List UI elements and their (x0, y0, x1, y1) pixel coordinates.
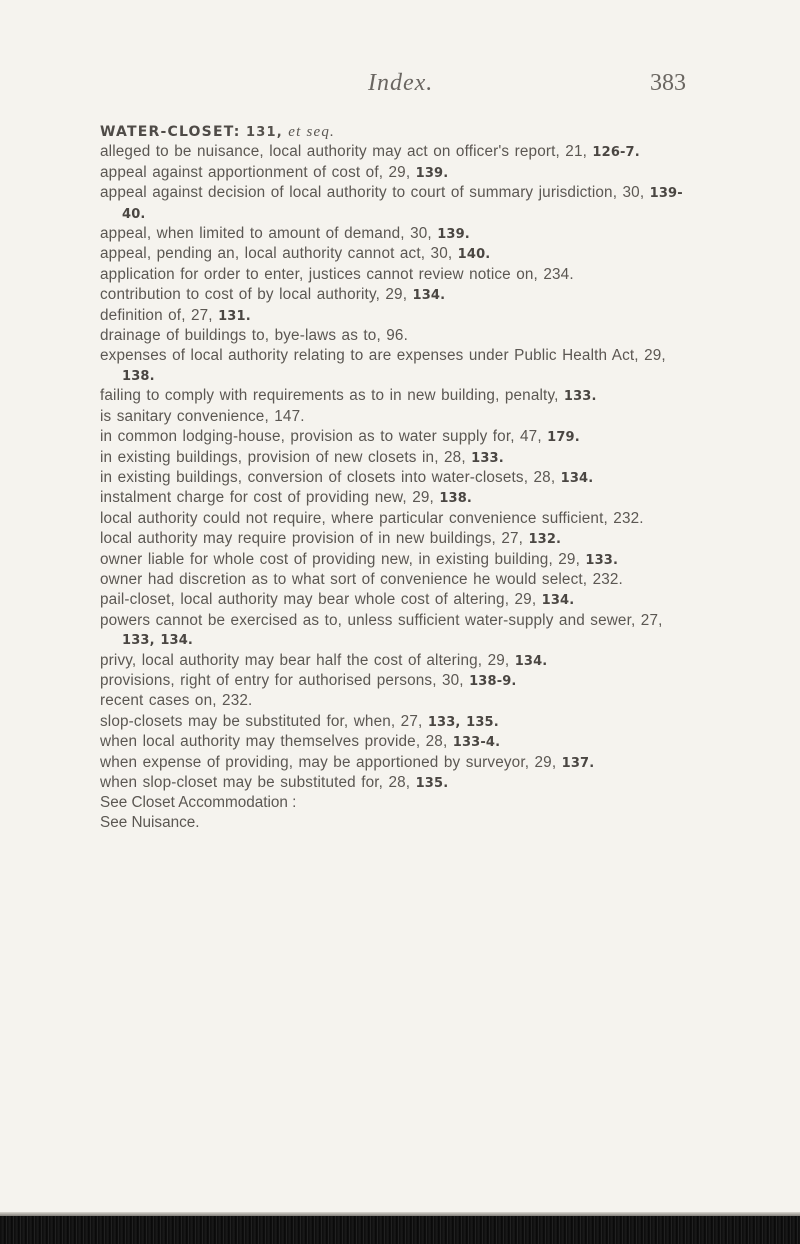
subentry (100, 611, 690, 651)
subentry (100, 163, 690, 183)
subentry (100, 306, 690, 326)
cross-reference: See Closet Accommodation : (100, 794, 297, 812)
subentry-page-ref: 138-9. (469, 673, 517, 689)
subentry (100, 671, 690, 691)
subentry (100, 407, 690, 427)
subentry-page-ref: 140. (457, 247, 491, 263)
subentry-page-ref: 135. (415, 776, 449, 791)
subentry-text: owner liable for whole cost of providing new, in existing building, 29, (100, 550, 586, 568)
subentry-page-ref: 139-40. (122, 186, 683, 222)
subentry-page-ref: 134. (541, 593, 575, 609)
subentry-text: recent cases on, 232. (100, 692, 253, 710)
subentry (100, 142, 690, 162)
subentry-page-ref: 139. (437, 227, 470, 243)
subentry-page-ref: 138. (439, 491, 472, 507)
subentry (100, 773, 690, 793)
subentry (100, 732, 690, 752)
subentry (100, 550, 690, 570)
subentry-page-ref: 133, 135. (427, 714, 499, 730)
subentry-text: in common lodging-house, provision as to water supply for, 47, (100, 428, 548, 446)
subentry-page-ref: 133. (585, 552, 619, 568)
subentry (100, 326, 690, 346)
subentry (100, 488, 690, 508)
subentry-text: appeal against apportionment of cost of, 29, (100, 163, 416, 181)
page-header (0, 70, 800, 110)
subentry (100, 712, 690, 732)
subentry-text: provisions, right of entry for authorised persons, 30, (100, 671, 470, 689)
subentry-text: local authority may require provision of in new buildings, 27, (100, 530, 529, 548)
subentry-page-ref: 139. (415, 165, 449, 181)
subentry-text: failing to comply with requirements as to in new building, penalty, (100, 387, 564, 405)
subentry-page-ref: 126-7. (592, 145, 640, 161)
subentry-text: when local authority may themselves provide, 28, (100, 733, 453, 751)
index-entry (100, 122, 690, 832)
subentry-page-ref: 134. (560, 470, 594, 486)
subentry-page-ref: 133. (563, 389, 597, 405)
subentry-page-ref: 134. (412, 288, 446, 304)
subentry (100, 346, 690, 386)
subentry-text: contribution to cost of by local authority, 29, (100, 286, 413, 304)
running-title: Index. (368, 70, 434, 96)
subentry-page-ref: 131. (218, 308, 251, 324)
subentry-text: owner had discretion as to what sort of convenience he would select, 232. (100, 570, 623, 588)
subentry-text: definition of, 27, (100, 306, 219, 324)
subentry-page-ref: 137. (561, 755, 595, 771)
subentry-page-ref: 179. (547, 430, 580, 446)
subentry (100, 265, 690, 285)
headword-pages: 131, (245, 125, 283, 140)
page-number: 383 (650, 70, 686, 96)
subentry (100, 448, 690, 468)
subentry-text: pail-closet, local authority may bear whole cost of altering, 29, (100, 591, 542, 609)
subentry-text: alleged to be nuisance, local authority may act on officer's report, 21, (100, 143, 593, 161)
subentry-text: when slop-closet may be substituted for, 28, (100, 774, 416, 791)
cross-reference: See Nuisance. (100, 813, 200, 831)
subentry-text: appeal, when limited to amount of demand, 30, (100, 225, 438, 243)
subentry-text: powers cannot be exercised as to, unless sufficient water-supply and sewer, 27, (100, 611, 663, 629)
subentry-text: appeal, pending an, local authority cannot act, 30, (100, 245, 458, 263)
subentry (100, 509, 690, 529)
scan-bottom-band (0, 1216, 800, 1244)
subentry (100, 285, 690, 305)
subentry-text: expenses of local authority relating to are expenses under Public Health Act, 29, (100, 347, 666, 365)
subentry (100, 427, 690, 447)
subentry-text: privy, local authority may bear half the cost of altering, 29, (100, 651, 515, 669)
subentry (100, 691, 690, 711)
subentry (100, 529, 690, 549)
subentry (100, 386, 690, 406)
subentry-text: instalment charge for cost of providing new, 29, (100, 489, 440, 507)
subentry-text: is sanitary convenience, 147. (100, 407, 305, 425)
subentry-text: slop-closets may be substituted for, when, 27, (100, 712, 428, 730)
headword-etseq: et seq. (288, 124, 336, 140)
subentry-list (100, 142, 690, 793)
subentry (100, 651, 690, 671)
headword: WATER-CLOSET: (100, 124, 241, 140)
subentry-text: appeal against decision of local authority to court of summary jurisdiction, 30, (100, 184, 650, 202)
subentry (100, 244, 690, 264)
subentry-page-ref: 134. (514, 653, 548, 669)
subentry-page-ref: 132. (528, 532, 562, 548)
subentry (100, 183, 690, 224)
subentry-text: when expense of providing, may be apportioned by surveyor, 29, (100, 753, 562, 771)
subentry-text: in existing buildings, provision of new closets in, 28, (100, 448, 472, 466)
subentry-text: local authority could not require, where particular convenience sufficient, 232. (100, 509, 644, 527)
subentry (100, 753, 690, 773)
subentry (100, 570, 690, 590)
subentry-page-ref: 133. (471, 450, 504, 466)
subentry-text: drainage of buildings to, bye-laws as to, 96. (100, 327, 408, 345)
subentry (100, 590, 690, 610)
subentry-page-ref: 133, 134. (122, 633, 194, 649)
subentry-text: application for order to enter, justices cannot review notice on, 234. (100, 265, 574, 283)
subentry-page-ref: 133-4. (452, 735, 501, 751)
subentry-page-ref: 138. (122, 368, 155, 384)
subentry (100, 468, 690, 488)
headword-line (100, 122, 690, 142)
subentry (100, 224, 690, 244)
subentry-text: in existing buildings, conversion of closets into water-closets, 28, (100, 468, 561, 486)
